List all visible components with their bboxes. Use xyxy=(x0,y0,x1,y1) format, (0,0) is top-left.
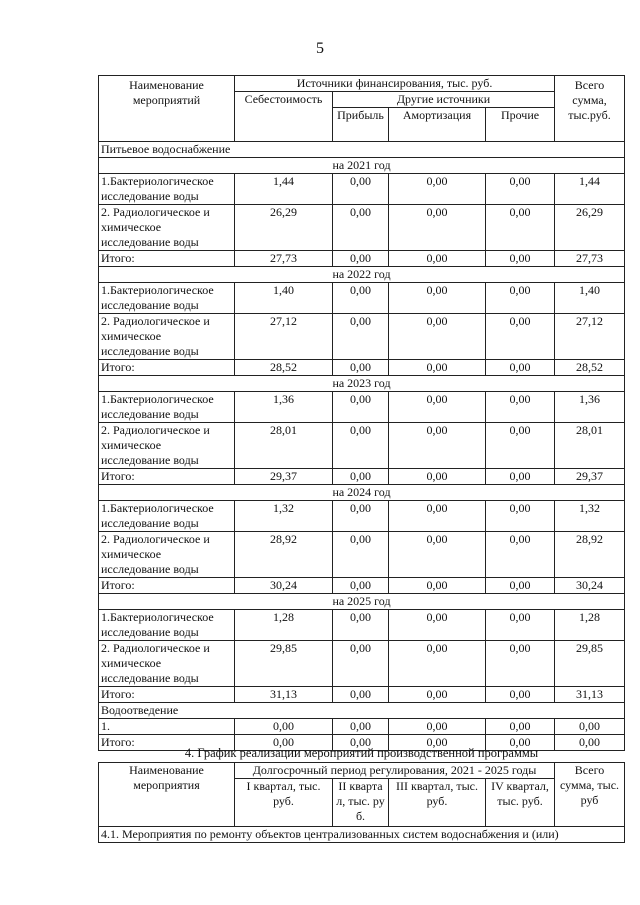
cell-cost: 29,85 xyxy=(235,641,333,687)
cell-cost: 26,29 xyxy=(235,205,333,251)
cell-total: 26,29 xyxy=(555,205,625,251)
cell-event-name: 2. Радиологическое и химическое исследование воды xyxy=(99,423,235,469)
cell-total: 28,52 xyxy=(555,360,625,376)
cell-total: 31,13 xyxy=(555,687,625,703)
schedule-header-total: Всего сумма, тыс. руб xyxy=(555,763,625,827)
cell-event-name: Итого: xyxy=(99,251,235,267)
year-label: на 2021 год xyxy=(99,158,625,174)
table-row xyxy=(99,423,625,469)
cell-profit: 0,00 xyxy=(333,251,389,267)
cell-amortization: 0,00 xyxy=(389,687,486,703)
table-row xyxy=(99,205,625,251)
section-title: Питьевое водоснабжение xyxy=(99,142,625,158)
cell-profit: 0,00 xyxy=(333,719,389,735)
cell-cost: 27,73 xyxy=(235,251,333,267)
cell-cost: 28,01 xyxy=(235,423,333,469)
cell-other: 0,00 xyxy=(486,392,555,423)
table-row xyxy=(99,314,625,360)
cell-profit: 0,00 xyxy=(333,735,389,751)
cell-amortization: 0,00 xyxy=(389,735,486,751)
header-other: Прочие xyxy=(486,108,555,142)
cell-event-name: Итого: xyxy=(99,360,235,376)
cell-profit: 0,00 xyxy=(333,687,389,703)
year-label: на 2022 год xyxy=(99,267,625,283)
header-cost: Себестоимость xyxy=(235,92,333,142)
cell-amortization: 0,00 xyxy=(389,392,486,423)
cell-cost: 29,37 xyxy=(235,469,333,485)
cell-amortization: 0,00 xyxy=(389,423,486,469)
schedule-header-q4: IV квартал, тыс. руб. xyxy=(486,779,555,827)
cell-amortization: 0,00 xyxy=(389,532,486,578)
cell-other: 0,00 xyxy=(486,641,555,687)
cell-total: 28,92 xyxy=(555,532,625,578)
cell-other: 0,00 xyxy=(486,283,555,314)
cell-other: 0,00 xyxy=(486,532,555,578)
schedule-title: 4. График реализации мероприятий производственной программы xyxy=(184,746,539,760)
header-amortization: Амортизация xyxy=(389,108,486,142)
cell-event-name: 2. Радиологическое и химическое исследование воды xyxy=(99,532,235,578)
cell-profit: 0,00 xyxy=(333,423,389,469)
cell-cost: 27,12 xyxy=(235,314,333,360)
cell-other: 0,00 xyxy=(486,360,555,376)
cell-profit: 0,00 xyxy=(333,174,389,205)
cell-other: 0,00 xyxy=(486,469,555,485)
header-total: Всего сумма, тыс.руб. xyxy=(555,76,625,142)
table-row xyxy=(99,392,625,423)
schedule-table xyxy=(98,745,625,843)
header-other-sources: Другие источники xyxy=(333,92,555,108)
cell-cost: 1,32 xyxy=(235,501,333,532)
cell-cost: 1,40 xyxy=(235,283,333,314)
cell-event-name: 1. xyxy=(99,719,235,735)
cell-total: 0,00 xyxy=(555,719,625,735)
cell-cost: 30,24 xyxy=(235,578,333,594)
cell-amortization: 0,00 xyxy=(389,641,486,687)
cell-other: 0,00 xyxy=(486,314,555,360)
cell-amortization: 0,00 xyxy=(389,205,486,251)
cell-event-name: 1.Бактериологическое исследование воды xyxy=(99,501,235,532)
cell-amortization: 0,00 xyxy=(389,610,486,641)
cell-total: 27,73 xyxy=(555,251,625,267)
cell-event-name: 2. Радиологическое и химическое исследование воды xyxy=(99,314,235,360)
cell-event-name: 2. Радиологическое и химическое исследование воды xyxy=(99,205,235,251)
cell-profit: 0,00 xyxy=(333,469,389,485)
cell-profit: 0,00 xyxy=(333,205,389,251)
cell-total: 29,85 xyxy=(555,641,625,687)
cell-event-name: Итого: xyxy=(99,578,235,594)
cell-cost: 1,28 xyxy=(235,610,333,641)
cell-amortization: 0,00 xyxy=(389,501,486,532)
cell-profit: 0,00 xyxy=(333,501,389,532)
cell-other: 0,00 xyxy=(486,610,555,641)
cell-profit: 0,00 xyxy=(333,283,389,314)
cell-amortization: 0,00 xyxy=(389,314,486,360)
section-title: Водоотведение xyxy=(99,703,625,719)
cell-event-name: Итого: xyxy=(99,687,235,703)
cell-cost: 1,36 xyxy=(235,392,333,423)
cell-cost: 0,00 xyxy=(235,735,333,751)
cell-total: 1,36 xyxy=(555,392,625,423)
cell-total: 1,28 xyxy=(555,610,625,641)
cell-profit: 0,00 xyxy=(333,610,389,641)
cell-other: 0,00 xyxy=(486,251,555,267)
cell-event-name: 2. Радиологическое и химическое исследование воды xyxy=(99,641,235,687)
cell-amortization: 0,00 xyxy=(389,174,486,205)
cell-other: 0,00 xyxy=(486,578,555,594)
schedule-header-period: Долгосрочный период регулирования, 2021 - 2025 годы xyxy=(235,763,555,779)
cell-other: 0,00 xyxy=(486,205,555,251)
schedule-header-q1: I квартал, тыс. руб. xyxy=(235,779,333,827)
cell-total: 30,24 xyxy=(555,578,625,594)
financing-table xyxy=(98,75,625,751)
cell-other: 0,00 xyxy=(486,423,555,469)
cell-amortization: 0,00 xyxy=(389,719,486,735)
cell-profit: 0,00 xyxy=(333,578,389,594)
cell-other: 0,00 xyxy=(486,687,555,703)
cell-profit: 0,00 xyxy=(333,314,389,360)
header-event-name: Наименование мероприятий xyxy=(99,76,235,142)
schedule-header-q2: II квартал, тыс. руб. xyxy=(333,779,389,827)
cell-other: 0,00 xyxy=(486,735,555,751)
cell-total: 1,40 xyxy=(555,283,625,314)
cell-total: 27,12 xyxy=(555,314,625,360)
cell-total: 29,37 xyxy=(555,469,625,485)
cell-profit: 0,00 xyxy=(333,392,389,423)
schedule-row-4-1: 4.1. Мероприятия по ремонту объектов централизованных систем водоснабжения и (или) xyxy=(99,827,625,843)
total-row xyxy=(99,578,625,594)
total-row xyxy=(99,251,625,267)
cell-event-name: Итого: xyxy=(99,469,235,485)
cell-amortization: 0,00 xyxy=(389,251,486,267)
cell-total: 28,01 xyxy=(555,423,625,469)
cell-total: 0,00 xyxy=(555,735,625,751)
header-sources: Источники финансирования, тыс. руб. xyxy=(235,76,555,92)
header-profit: Прибыль xyxy=(333,108,389,142)
total-row xyxy=(99,687,625,703)
cell-other: 0,00 xyxy=(486,174,555,205)
table-row xyxy=(99,532,625,578)
table-row xyxy=(99,610,625,641)
table-row xyxy=(99,641,625,687)
table-row xyxy=(99,501,625,532)
table-row xyxy=(99,283,625,314)
cell-cost: 31,13 xyxy=(235,687,333,703)
cell-event-name: 1.Бактериологическое исследование воды xyxy=(99,392,235,423)
year-label: на 2024 год xyxy=(99,485,625,501)
cell-amortization: 0,00 xyxy=(389,469,486,485)
cell-total: 1,32 xyxy=(555,501,625,532)
year-label: на 2025 год xyxy=(99,594,625,610)
cell-total: 1,44 xyxy=(555,174,625,205)
cell-amortization: 0,00 xyxy=(389,360,486,376)
table-row xyxy=(99,174,625,205)
total-row xyxy=(99,360,625,376)
schedule-header-q3: III квартал, тыс. руб. xyxy=(389,779,486,827)
cell-event-name: 1.Бактериологическое исследование воды xyxy=(99,610,235,641)
cell-other: 0,00 xyxy=(486,719,555,735)
cell-event-name: 1.Бактериологическое исследование воды xyxy=(99,174,235,205)
cell-cost: 0,00 xyxy=(235,719,333,735)
cell-other: 0,00 xyxy=(486,501,555,532)
cell-amortization: 0,00 xyxy=(389,578,486,594)
year-label: на 2023 год xyxy=(99,376,625,392)
cell-profit: 0,00 xyxy=(333,360,389,376)
cell-profit: 0,00 xyxy=(333,532,389,578)
cell-cost: 1,44 xyxy=(235,174,333,205)
total-row xyxy=(99,469,625,485)
table-row xyxy=(99,719,625,735)
schedule-header-event: Наименование мероприятия xyxy=(99,763,235,827)
cell-cost: 28,92 xyxy=(235,532,333,578)
page-number: 5 xyxy=(316,40,324,57)
cell-cost: 28,52 xyxy=(235,360,333,376)
cell-amortization: 0,00 xyxy=(389,283,486,314)
cell-event-name: Итого: xyxy=(99,735,235,751)
cell-profit: 0,00 xyxy=(333,641,389,687)
cell-event-name: 1.Бактериологическое исследование воды xyxy=(99,283,235,314)
